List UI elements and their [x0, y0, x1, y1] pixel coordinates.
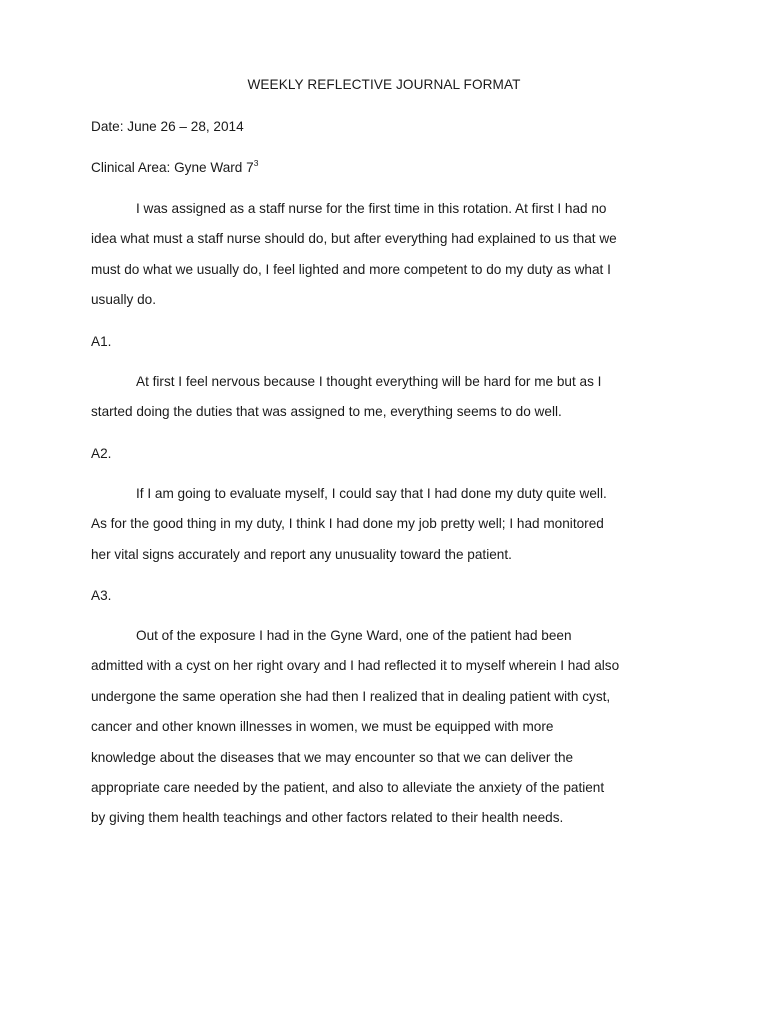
section-a3-paragraph [91, 621, 681, 834]
section-heading-a2: A2. [91, 446, 112, 461]
section-heading-a1: A1. [91, 334, 112, 349]
section-a2-paragraph [91, 479, 681, 570]
clinical-area-text: Clinical Area: Gyne Ward 7 [91, 160, 254, 175]
paragraph-line [91, 621, 681, 651]
paragraph-line: started doing the duties that was assigned to me, everything seems to do well. [91, 404, 562, 420]
paragraph-line-text: At first I feel nervous because I thought everything will be hard for me but as I [136, 374, 602, 389]
paragraph-line: idea what must a staff nurse should do, but after everything had explained to us that we [91, 231, 617, 247]
document-title: WEEKLY REFLECTIVE JOURNAL FORMAT [247, 77, 521, 92]
paragraph-line [91, 479, 681, 509]
paragraph-line: must do what we usually do, I feel lighted and more competent to do my duty as what I [91, 261, 611, 277]
date-line: Date: June 26 – 28, 2014 [91, 119, 244, 134]
paragraph-line: undergone the same operation she had then I realized that in dealing patient with cyst, [91, 688, 611, 704]
paragraph-line: by giving them health teachings and other factors related to their health needs. [91, 810, 564, 826]
paragraph-line-text: I was assigned as a staff nurse for the first time in this rotation. At first I had no [136, 201, 607, 216]
section-heading-a3: A3. [91, 588, 112, 603]
paragraph-line [91, 194, 681, 224]
paragraph-line-text: Out of the exposure I had in the Gyne Ward, one of the patient had been [136, 628, 572, 643]
clinical-area-superscript: 3 [253, 158, 259, 168]
paragraph-line: knowledge about the diseases that we may encounter so that we can deliver the [91, 749, 574, 765]
section-a1-paragraph [91, 367, 681, 428]
paragraph-line-text: If I am going to evaluate myself, I could say that I had done my duty quite well. [136, 486, 607, 501]
intro-paragraph [91, 194, 681, 316]
paragraph-line: As for the good thing in my duty, I think I had done my job pretty well; I had monitored [91, 516, 604, 532]
paragraph-line: admitted with a cyst on her right ovary and I had reflected it to myself wherein I had also [91, 658, 620, 674]
paragraph-line [91, 367, 681, 397]
paragraph-line: cancer and other known illnesses in women, we must be equipped with more [91, 719, 554, 735]
paragraph-line: usually do. [91, 292, 156, 308]
paragraph-line: appropriate care needed by the patient, and also to alleviate the anxiety of the patient [91, 780, 605, 796]
paragraph-line: her vital signs accurately and report any unusuality toward the patient. [91, 546, 512, 562]
clinical-area-line [91, 160, 258, 175]
